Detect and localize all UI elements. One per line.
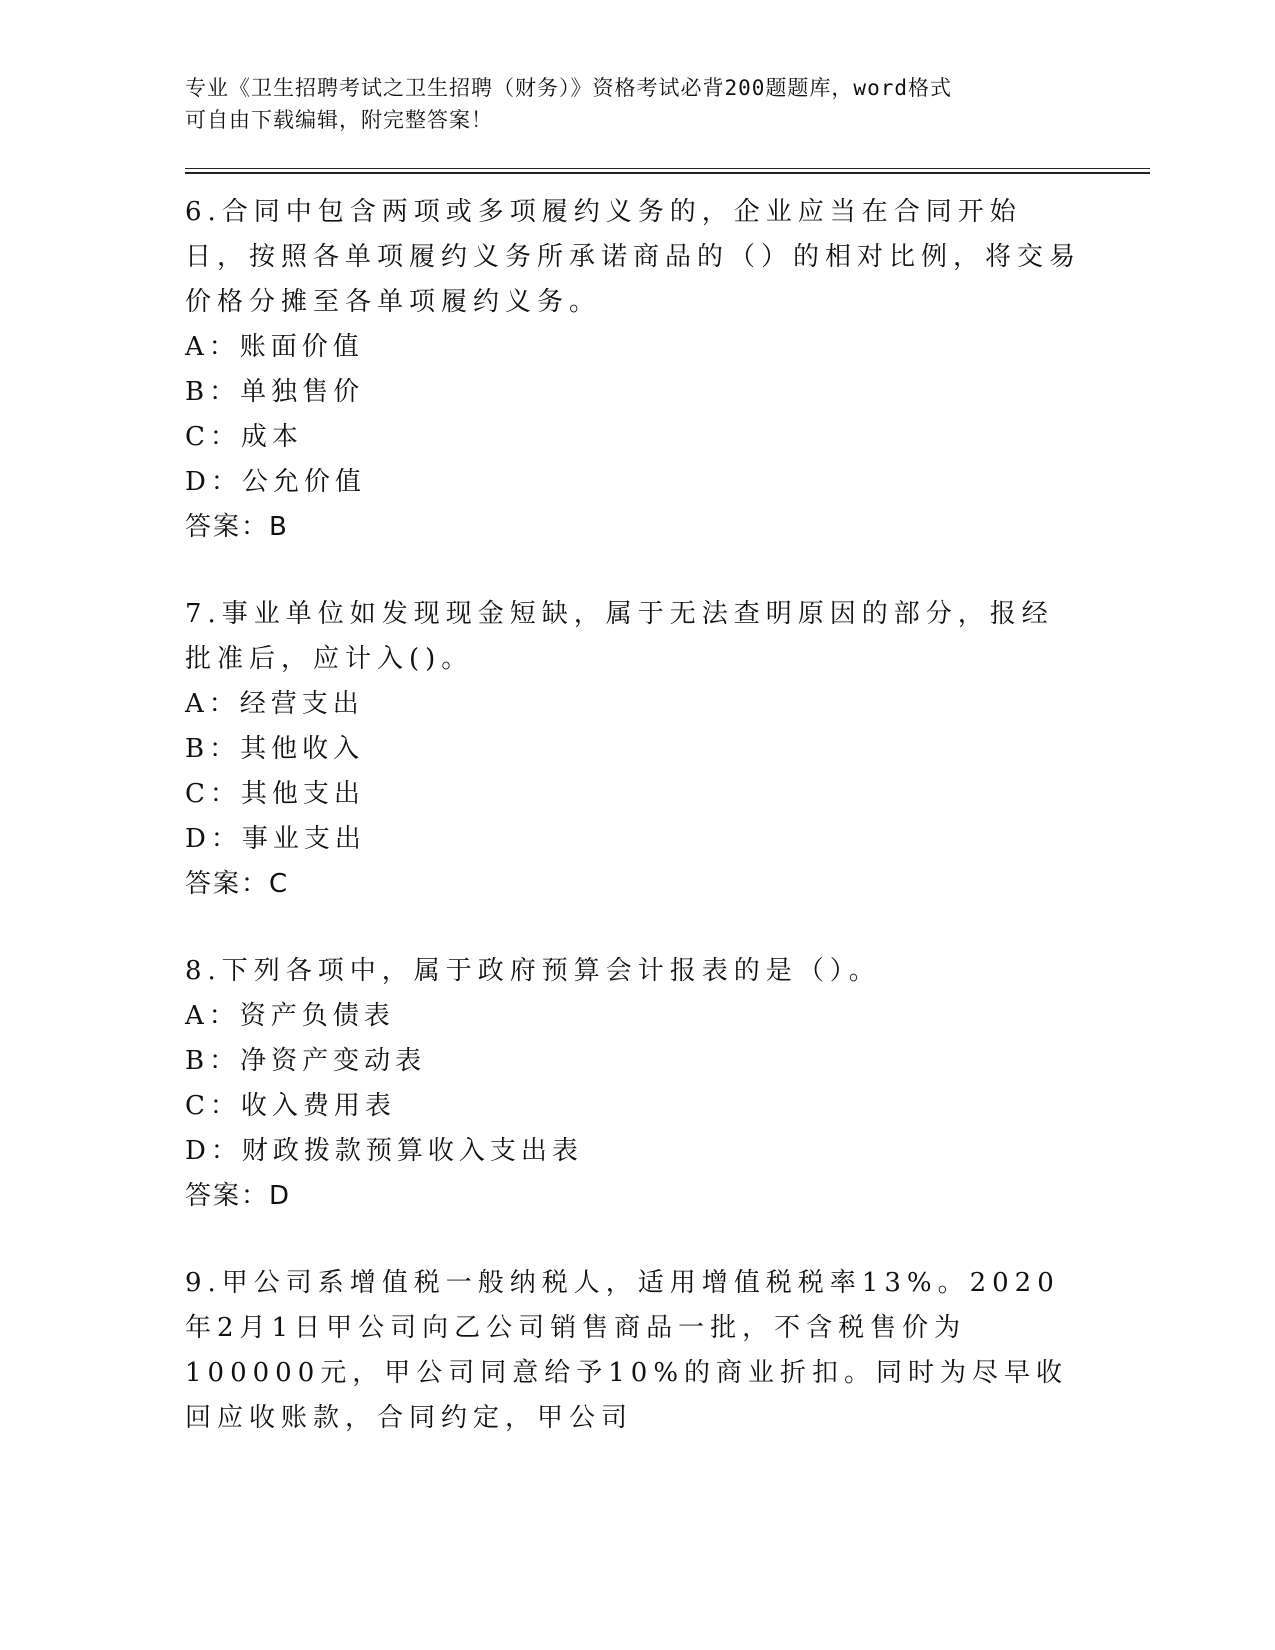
option-a: A：资产负债表 <box>185 1001 395 1031</box>
option-d: D：财政拨款预算收入支出表 <box>185 1136 583 1166</box>
answer-line: 答案：D <box>185 1181 292 1211</box>
question-8 <box>185 949 1085 1219</box>
question-stem: 6.合同中包含两项或多项履约义务的，企业应当在合同开始日，按照各单项履约义务所承诺商品的（）的相对比例，将交易价格分摊至各单项履约义务。 <box>185 197 1082 317</box>
question-stem: 7.事业单位如发现现金短缺，属于无法查明原因的部分，报经批准后，应计入()。 <box>185 599 1054 674</box>
answer-line: 答案：B <box>185 512 289 542</box>
option-a: A：账面价值 <box>185 332 364 362</box>
header-line-1: 专业《卫生招聘考试之卫生招聘（财务）》资格考试必背200题题库，word格式 <box>185 76 952 100</box>
option-d: D：事业支出 <box>185 824 366 854</box>
option-b: B：净资产变动表 <box>185 1046 427 1076</box>
question-stem: 9.甲公司系增值税一般纳税人，适用增值税税率13%。2020年2月1日甲公司向乙公司销售商品一批，不含税售价为100000元，甲公司同意给予10%的商业折扣。同时为尽早收回应收账款，合同约定，甲公司 <box>185 1268 1069 1433</box>
question-stem: 8.下列各项中，属于政府预算会计报表的是（）。 <box>185 956 881 986</box>
option-c: C：其他支出 <box>185 779 365 809</box>
option-d: D：公允价值 <box>185 467 366 497</box>
header-line-2: 可自由下载编辑，附完整答案！ <box>185 108 493 132</box>
question-6 <box>185 190 1085 550</box>
option-c: C：成本 <box>185 422 303 452</box>
question-list <box>185 190 1085 1483</box>
option-b: B：单独售价 <box>185 377 365 407</box>
question-7 <box>185 592 1085 907</box>
header-divider-thick <box>185 172 1150 174</box>
option-c: C：收入费用表 <box>185 1091 396 1121</box>
document-header <box>185 72 1065 136</box>
question-9 <box>185 1261 1085 1441</box>
option-a: A：经营支出 <box>185 689 364 719</box>
header-divider-thin <box>185 168 1150 169</box>
option-b: B：其他收入 <box>185 734 365 764</box>
answer-line: 答案：C <box>185 869 290 899</box>
